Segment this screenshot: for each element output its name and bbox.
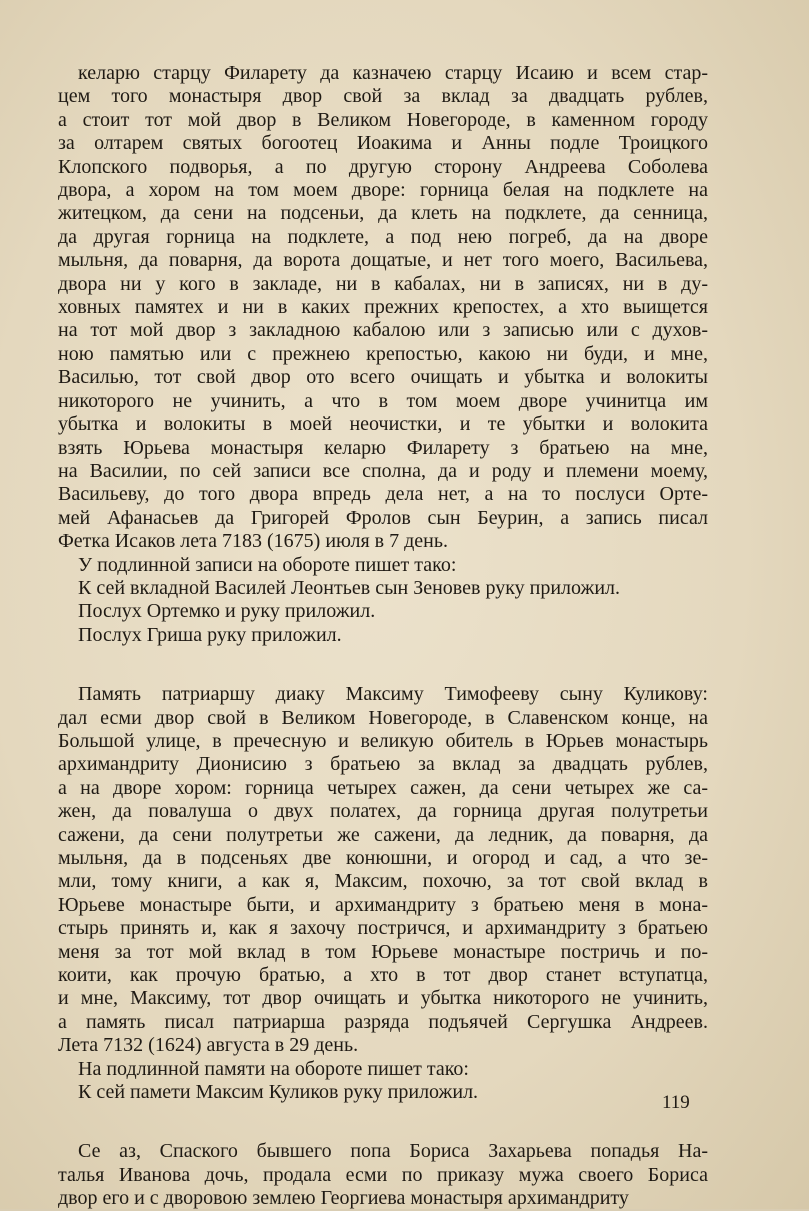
text-line: ховных памятех и ни в каких прежних крепостех, а хто выищется: [58, 296, 708, 319]
text-line: Василью, тот свой двор ото всего очищать и убытка и волокиты: [58, 366, 708, 389]
text-line: мыльня, да поварня, да ворота дощатые, и нет того моего, Васильева,: [58, 249, 708, 272]
text-line: а память писал патриарша разряда подъячей Сергушка Андреев.: [58, 1010, 708, 1033]
text-line: коити, как прочую братью, а хто в тот двор станет вступатца,: [58, 964, 708, 987]
annotation-line: На подлинной памяти на обороте пишет тако:: [78, 1057, 469, 1080]
text-line: взять Юрьева монастыря келарю Филарету з братьею на мне,: [58, 436, 708, 459]
annotation-line: Послух Ортемко и руку приложил.: [78, 600, 376, 623]
annotation-line: К сей памети Максим Куликов руку приложил.: [78, 1081, 479, 1104]
text-line: двора, а хором на том моем дворе: горница белая на подклете на: [58, 179, 708, 202]
paragraph: [58, 1140, 708, 1210]
text-line: жен, да повалуша о двух полатех, да горница другая полутретьи: [58, 800, 708, 823]
text-line: Клопского подворья, а по другую сторону Андреева Соболева: [58, 155, 708, 178]
text-line: двор его и с дворовою землею Георгиева монастыря архимандриту: [58, 1187, 629, 1210]
paragraph: [58, 62, 708, 647]
annotation-line: У подлинной записи на обороте пишет тако:: [78, 553, 457, 576]
text-line: житецком, да сени на подсеньи, да клеть на подклете, да сенница,: [58, 202, 708, 225]
text-line: дал есми двор свой в Великом Новегороде, в Славенском конце, на: [58, 706, 708, 729]
text-line: Память патриаршу диаку Максиму Тимофееву сыну Куликову:: [78, 683, 708, 706]
text-line: никоторого не учинить, а что в том моем дворе учинитца им: [58, 389, 708, 412]
text-line: на Василии, по сей записи все сполна, да и роду и племени моему,: [58, 459, 708, 482]
text-line: да другая горница на подклете, а под нею погреб, да на дворе: [58, 225, 708, 248]
text-line: Фетка Исаков лета 7183 (1675) июля в 7 день.: [58, 530, 448, 553]
text-line: Се аз, Спаского бывшего попа Бориса Захарьева попадья На-: [78, 1140, 708, 1163]
paragraph: [58, 683, 708, 1104]
text-line: цем того монастыря двор свой за вклад за двадцать рублев,: [58, 85, 708, 108]
text-line: а стоит тот мой двор в Великом Новегороде, в каменном городу: [58, 108, 708, 131]
page-number: 119: [662, 1092, 690, 1113]
text-line: мей Афанасьев да Григорей Фролов сын Беурин, а запись писал: [58, 506, 708, 529]
text-line: меня за тот мой вклад в том Юрьеве монастыре постричь и по-: [58, 940, 708, 963]
text-line: мыльня, да в подсеньях две конюшни, и огород и сад, а что зе-: [58, 847, 708, 869]
text-line: келарю старцу Филарету да казначею старцу Исаию и всем стар-: [78, 62, 708, 84]
text-line: ною памятью или с прежнею крепостью, какою ни буди, и мне,: [58, 342, 708, 365]
text-line: талья Иванова дочь, продала есми по приказу мужа своего Бориса: [58, 1163, 708, 1186]
text-line: Васильеву, до того двора впредь дела нет, а на то послуси Орте-: [58, 483, 708, 506]
text-line: сажени, да сени полутретьи же сажени, да ледник, да поварня, да: [58, 823, 708, 846]
text-line: архимандриту Дионисию з братьею за вклад за двадцать рублев,: [58, 753, 708, 776]
text-line: на тот мой двор з закладною кабалою или з записью или с духов-: [58, 319, 708, 342]
text-line: Большой улице, в пречесную и великую обитель в Юрьев монастырь: [58, 729, 708, 752]
text-line: а на дворе хором: горница четырех сажен, да сени четырех же са-: [58, 776, 708, 799]
page-text: [58, 62, 708, 1211]
text-line: убытка и волокиты в моей неочистки, и те убытки и волокита: [58, 413, 708, 436]
paragraph-gap: [58, 1104, 708, 1140]
text-line: мли, тому книги, а как я, Максим, похочю, за тот свой вклад в: [58, 870, 708, 893]
text-line: Юрьеве монастыре быти, и архимандриту з братьею меня в мона-: [58, 893, 708, 916]
text-line: за олтарем святых богоотец Иоакима и Анны подле Троицкого: [58, 132, 708, 155]
text-line: и мне, Максиму, тот двор очищать и убытка никоторого не учинить,: [58, 987, 708, 1010]
annotation-line: Послух Гриша руку приложил.: [78, 623, 342, 646]
text-line: стырь принять и, как я захочу постричся, и архимандриту з братьею: [58, 917, 708, 940]
annotation-line: К сей вкладной Василей Леонтьев сын Зеновев руку приложил.: [78, 576, 621, 599]
paragraph-gap: [58, 647, 708, 683]
text-line: двора ни у кого в закладе, ни в кабалах, ни в записях, ни в ду-: [58, 272, 708, 295]
text-line: Лета 7132 (1624) августа в 29 день.: [58, 1034, 359, 1057]
